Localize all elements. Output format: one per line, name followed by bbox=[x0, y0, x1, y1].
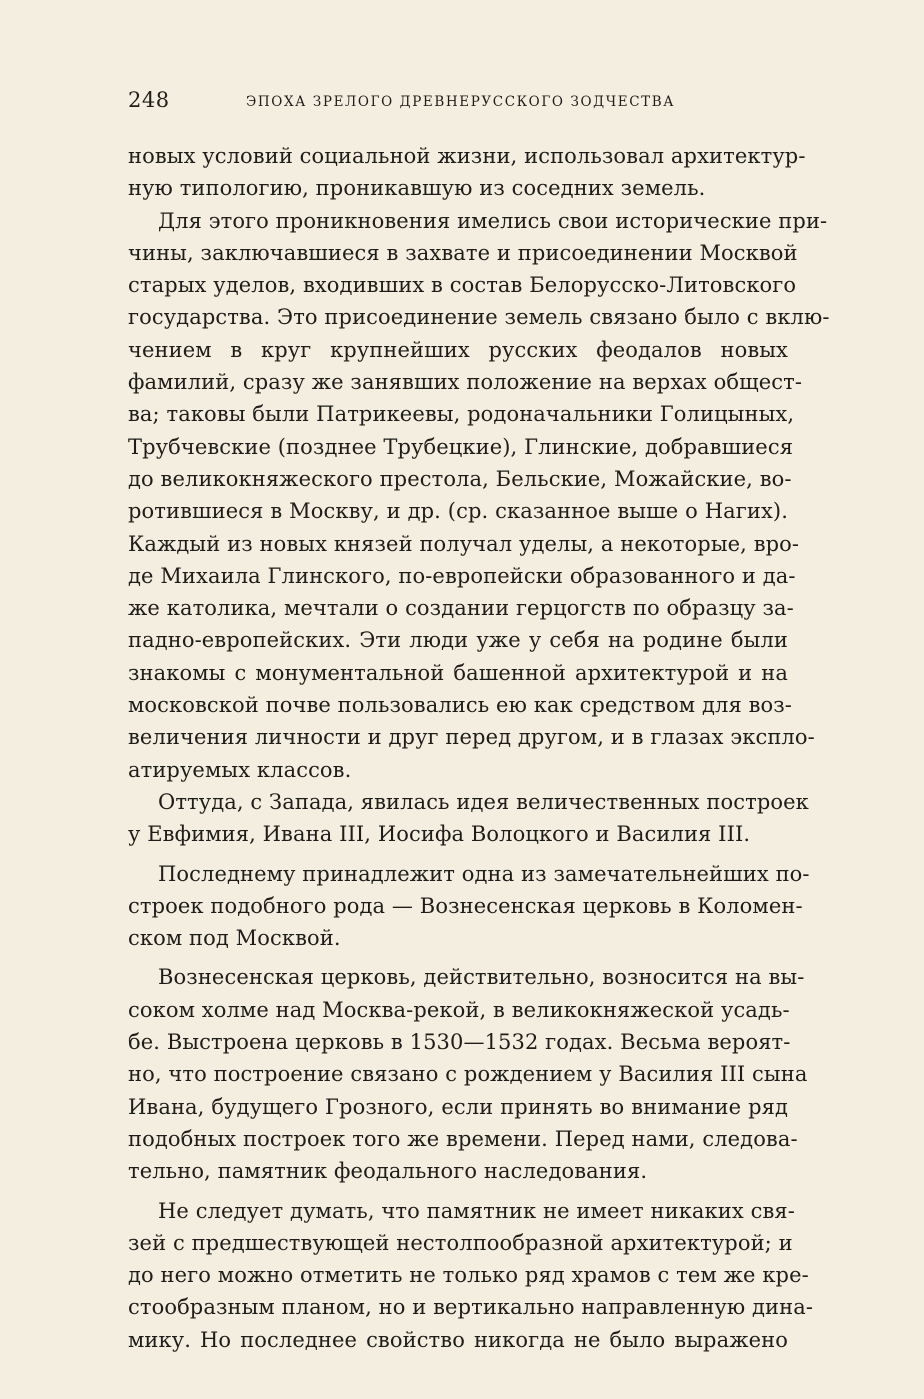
text-line: но, что построение связано с рождением у Василия III сына bbox=[128, 1062, 808, 1087]
text-line: ском под Москвой. bbox=[128, 926, 341, 951]
text-line: мику. Но последнее свойство никогда не было выражено bbox=[128, 1327, 788, 1352]
text-line: стообразным планом, но и вертикально направленную дина- bbox=[128, 1295, 814, 1320]
text-line: у Евфимия, Ивана III, Иосифа Волоцкого и Василия III. bbox=[128, 822, 751, 847]
text-line: новых условий социальной жизни, использовал архитектур- bbox=[128, 144, 806, 168]
text-line: ную типологию, проникавшую из соседних земель. bbox=[128, 176, 706, 201]
text-line: ротившиеся в Москву, и др. (ср. сказанное выше о Нагих). bbox=[128, 499, 788, 524]
paragraph-first-line: Вознесенская церковь, действительно, возносится на вы- bbox=[158, 965, 805, 990]
text-line: знакомы с монументальной башенной архитектурой и на bbox=[128, 660, 788, 685]
text-line: до великокняжеского престола, Бельские, Можайские, во- bbox=[128, 466, 792, 491]
paragraph-first-line: Последнему принадлежит одна из замечательнейших по- bbox=[158, 861, 810, 886]
text-line: до него можно отметить не только ряд храмов с тем же кре- bbox=[128, 1263, 809, 1288]
paragraph-first-line: Не следует думать, что памятник не имеет никаких свя- bbox=[158, 1198, 795, 1223]
text-line: атируемых классов. bbox=[128, 757, 352, 782]
text-line: падно-европейских. Эти люди уже у себя на родине были bbox=[128, 628, 788, 653]
text-line: бе. Выстроена церковь в 1530—1532 годах. Весьма вероят- bbox=[128, 1030, 791, 1055]
body-text bbox=[128, 140, 830, 1356]
text-line: Ивана, будущего Грозного, если принять во внимание ряд bbox=[128, 1094, 788, 1119]
text-line: ва; таковы были Патрикеевы, родоначальники Голицыных, bbox=[128, 402, 795, 427]
text-line: величения личности и друг перед другом, и в глазах экспло- bbox=[128, 725, 815, 750]
text-line: де Михаила Глинского, по-европейски образованного и да- bbox=[128, 563, 796, 588]
text-line: Каждый из новых князей получал уделы, а некоторые, вро- bbox=[128, 531, 800, 556]
running-title: ЭПОХА ЗРЕЛОГО ДРЕВНЕРУССКОГО ЗОДЧЕСТВА bbox=[246, 94, 676, 110]
page-number: 248 bbox=[128, 88, 170, 112]
text-line: же католика, мечтали о создании герцогств по образцу за- bbox=[128, 596, 794, 621]
text-line: зей с предшествующей нестолпообразной архитектурой; и bbox=[128, 1230, 793, 1255]
text-line: чением в круг крупнейших русских феодалов новых bbox=[128, 337, 788, 362]
text-line: соком холме над Москва-рекой, в великокняжеской усадь- bbox=[128, 997, 790, 1022]
text-line: государства. Это присоединение земель связано было с вклю- bbox=[128, 305, 830, 330]
paragraph-first-line: Оттуда, с Запада, явилась идея величественных построек bbox=[158, 789, 809, 814]
text-line: подобных построек того же времени. Перед нами, следова- bbox=[128, 1126, 798, 1151]
running-head bbox=[128, 88, 788, 118]
text-line: тельно, памятник феодального наследования. bbox=[128, 1159, 648, 1184]
text-line: строек подобного рода — Вознесенская церковь в Коломен- bbox=[128, 893, 803, 918]
text-line: фамилий, сразу же занявших положение на верхах общест- bbox=[128, 370, 803, 395]
text-line: Трубчевские (позднее Трубецкие), Глинские, добравшиеся bbox=[128, 434, 794, 459]
text-line: чины, заключавшиеся в захвате и присоединении Москвой bbox=[128, 240, 798, 265]
paragraph-first-line: Для этого проникновения имелись свои исторические при- bbox=[158, 208, 828, 233]
text-line: старых уделов, входивших в состав Белорусско-Литовского bbox=[128, 273, 797, 298]
text-line: московской почве пользовались ею как средством для воз- bbox=[128, 693, 792, 718]
